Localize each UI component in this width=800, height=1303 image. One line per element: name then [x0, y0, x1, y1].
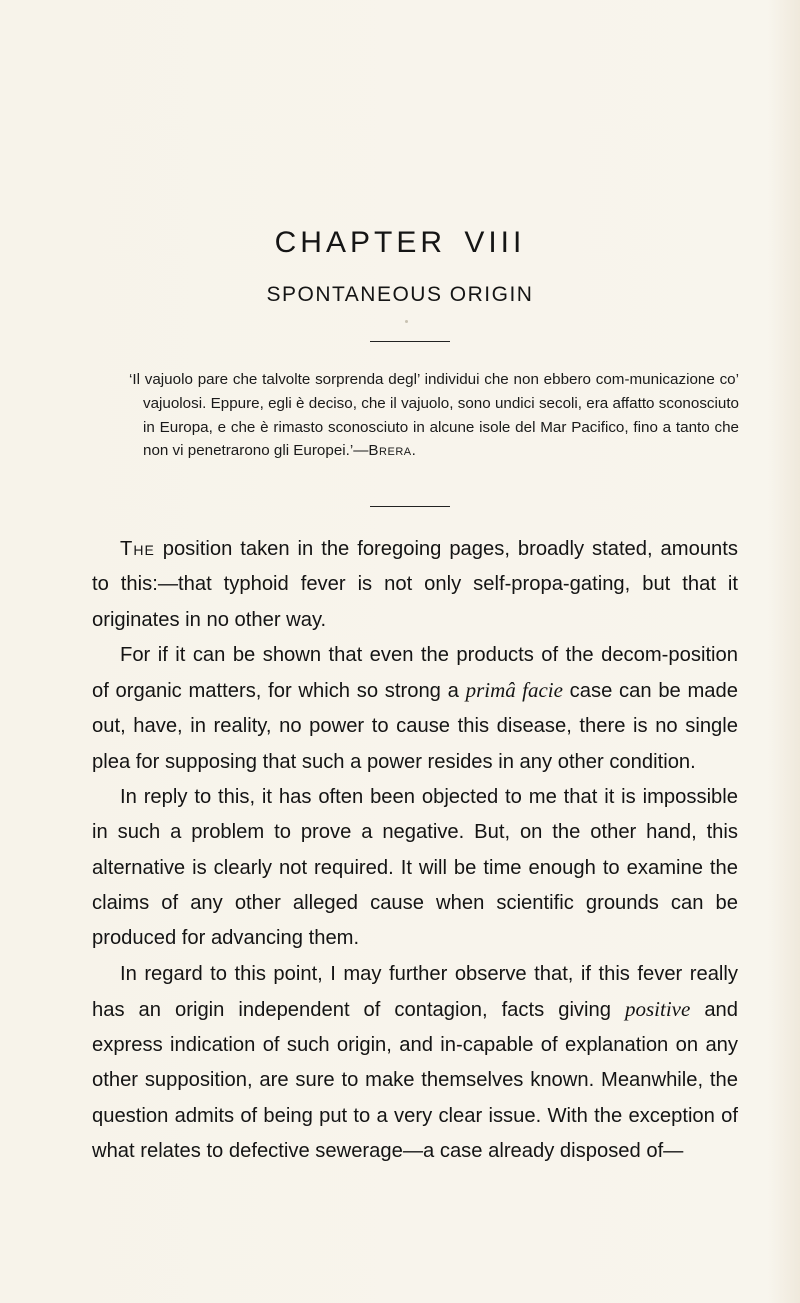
paragraph-1-lead: The [120, 538, 155, 560]
body-text [92, 532, 738, 1169]
divider-rule-top [370, 341, 450, 342]
ink-speck [405, 320, 408, 323]
paragraph-2-italic: primâ facie [465, 678, 563, 703]
paragraph-4-text-b: and express indication of such origin, and in-capable of explanation on any other supposition, are sure to make themselves known. Meanwhile, the question admits of being put to a very clear issue. With the exception of what relates to defective sewerage—a case already disposed of— [92, 998, 739, 1163]
paragraph-4-italic: positive [624, 996, 691, 1021]
paragraph-4 [92, 957, 738, 1170]
chapter-subtitle: SPONTANEOUS ORIGIN [266, 283, 534, 306]
epigraph-paragraph [129, 368, 739, 463]
paragraph-1 [92, 532, 738, 638]
paragraph-2-text-b: case can be made out, have, in reality, no power to cause this disease, there is no single plea for supposing that such a power resides in any other condition. [92, 680, 738, 773]
paragraph-3: In reply to this, it has often been objected to me that it is impossible in such a problem to prove a negative. But, on the other hand, this alternative is clearly not required. It will be time enough to examine the claims of any other alleged cause when scientific grounds can be produced for advancing them. [92, 786, 738, 950]
epigraph-author: Brera. [368, 442, 417, 460]
divider-rule-bottom [370, 506, 450, 507]
chapter-title: CHAPTER VIII [274, 226, 526, 259]
paragraph-2-text-a: For if it can be shown that even the products of the decom-position of organic matters, for which so strong a [92, 643, 738, 703]
paragraph-2 [92, 638, 738, 780]
epigraph-text: ‘Il vajuolo pare che talvolte sorprenda degl’ individui che non ebbero com-municazione co’ vajuolosi. Eppure, egli è deciso, che il vajuolo, sono undici secoli, era affatto sconosciuto in Europa, e che è rimasto sconosciuto in alcune isole del Mar Pacifico, fino a tanto che non vi penetrarono gli Europei.’— [129, 371, 739, 460]
paragraph-1-text: position taken in the foregoing pages, broadly stated, amounts to this:—that typhoid fever is not only self-propa-gating, but that it originates in no other way. [92, 538, 738, 631]
paragraph-4-text-a: In regard to this point, I may further observe that, if this fever really has an origin independent of contagion, facts giving [92, 962, 738, 1021]
epigraph [129, 368, 739, 463]
